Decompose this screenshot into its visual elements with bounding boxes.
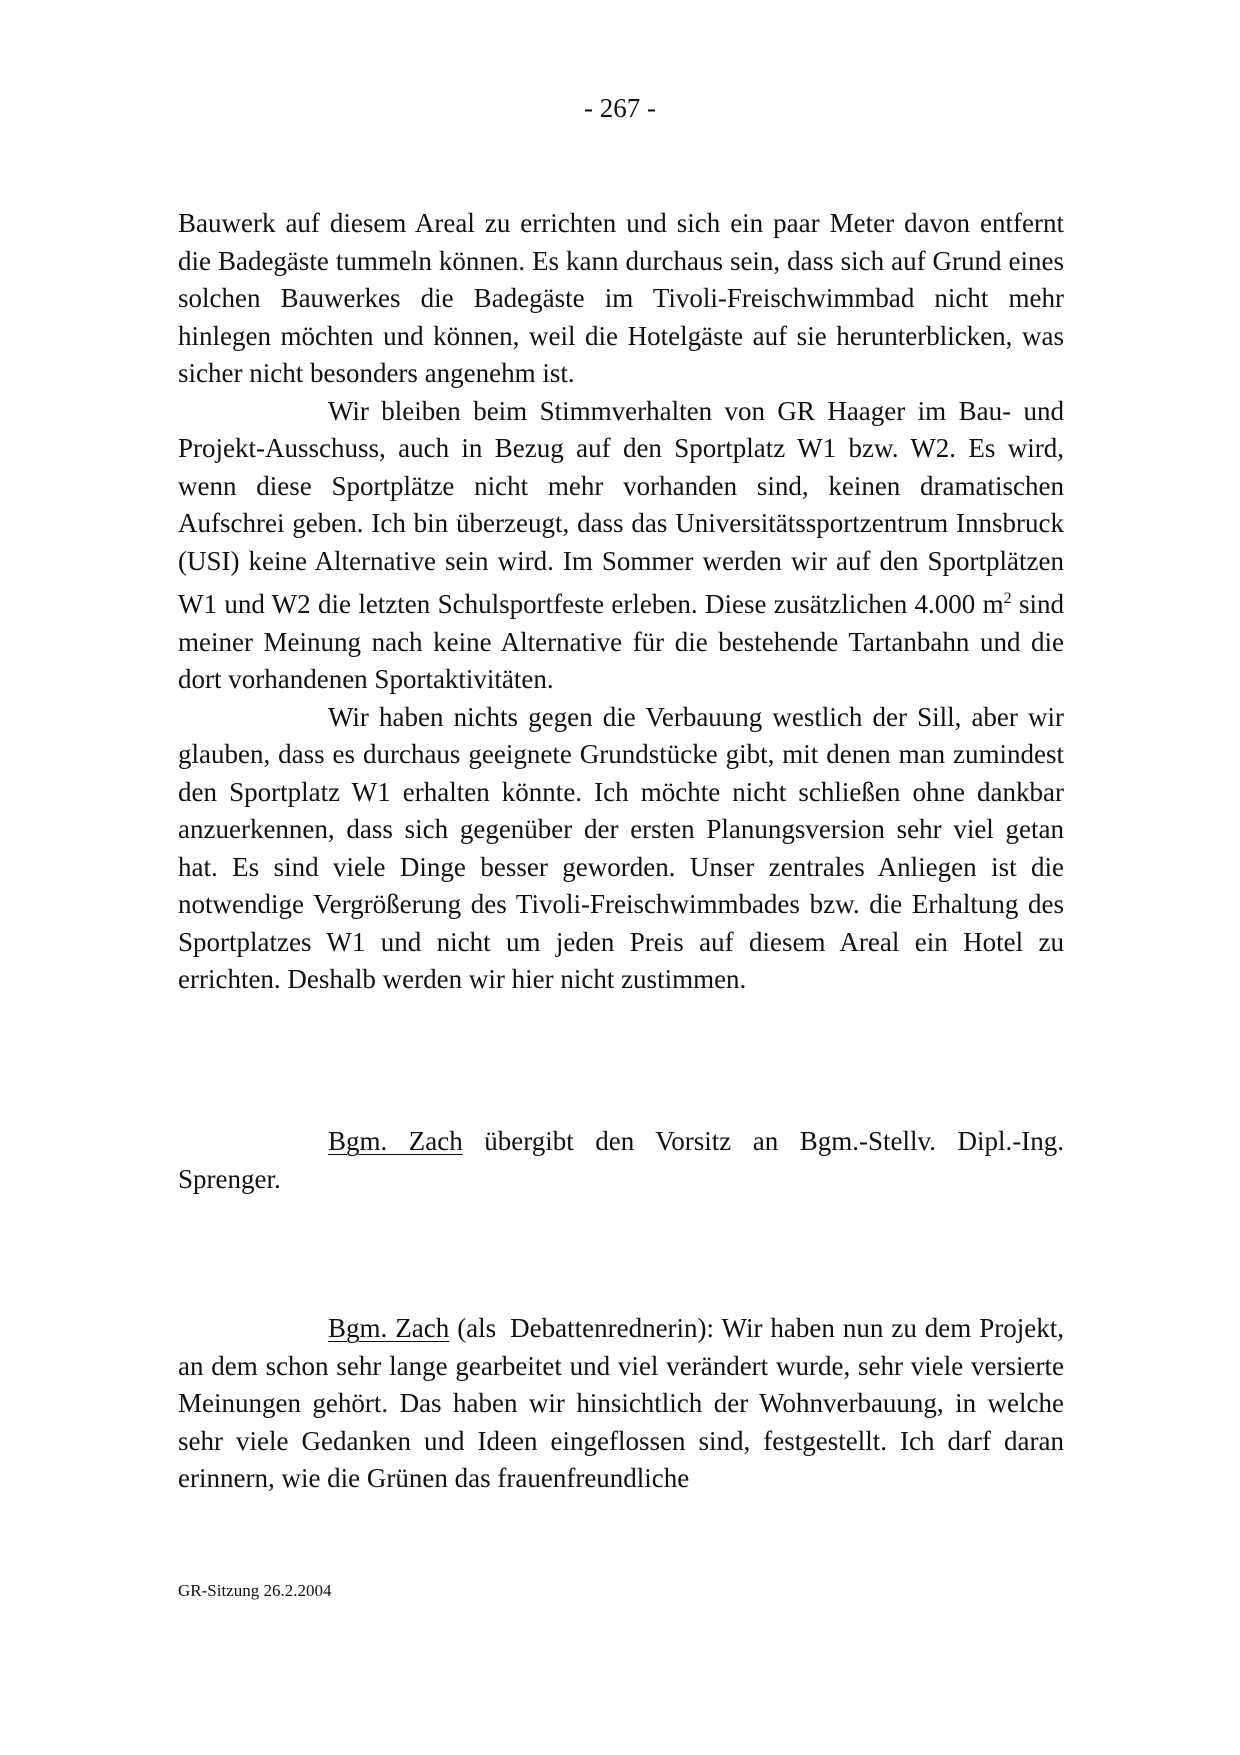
page-number: - 267 - <box>584 93 656 123</box>
superscript-square: 2 <box>1003 590 1012 607</box>
debate-speaker-name: Bgm. Zach <box>328 1313 450 1343</box>
speaker-name: Bgm. Zach <box>328 1126 463 1156</box>
paragraph-hotel: Bauwerk auf diesem Areal zu errichten und sich ein paar Meter davon entfernt die Badegäste tummeln können. Es kann durchaus sein, dass sich auf Grund eines solchen Bauwerkes die Badegäste im Tivoli-Freischwimmbad nicht mehr hinlegen möchten und können, weil die Hotelgäste auf sie herunterblicken, was sicher nicht besonders angenehm ist. <box>178 208 1064 388</box>
debate-speech <box>178 1310 1064 1498</box>
chair-handover <box>178 1123 1064 1198</box>
debate-paragraph <box>178 1310 1064 1498</box>
paragraph-sportplatz <box>178 393 1064 699</box>
paragraph-sportplatz-text: Wir bleiben beim Stimmverhalten von GR Haager im Bau- und Projekt-Ausschuss, auch in Bezug auf den Sportplatz W1 bzw. W2. Es wird, wenn diese Sportplätze nicht mehr vorhanden sind, keinen dramatischen Aufschrei geben. Ich bin überzeugt, dass das Universitätssportzentrum Innsbruck (USI) keine Alternative sein wird. Im Sommer werden wir auf den Sportplätzen W1 und W2 die letzten Schulsportfeste erleben. Diese zusätzlichen 4.000 m <box>178 395 1064 619</box>
paragraph-sportplatz-tail: sind meiner Meinung nach keine Alternative für die bestehende Tartanbahn und die dort vorhandenen Sportaktivitäten. <box>178 589 1064 694</box>
paragraph-verbauung: Wir haben nichts gegen die Verbauung westlich der Sill, aber wir glauben, dass es durchaus geeignete Grundstücke gibt, mit denen man zumindest den Sportplatz W1 erhalten könnte. Ich möchte nicht schließen ohne dankbar anzuerkennen, dass sich gegenüber der ersten Planungsversion sehr viel getan hat. Es sind viele Dinge besser geworden. Unser zentrales Anliegen ist die notwendige Vergrößerung des Tivoli-Freischwimmbades bzw. die Erhaltung des Sportplatzes W1 und nicht um jeden Preis auf diesem Areal ein Hotel zu errichten. Deshalb werden wir hier nicht zustimmen. <box>178 701 1064 994</box>
speech-continuation <box>178 205 1064 999</box>
handover-paragraph <box>178 1123 1064 1198</box>
footer-session-date: GR-Sitzung 26.2.2004 <box>178 1581 332 1600</box>
debate-role: (als Debattenrednerin): <box>457 1313 715 1343</box>
handover-text: übergibt den Vorsitz an Bgm.-Stellv. Dipl.-Ing. Sprenger. <box>178 1126 1064 1194</box>
debate-text: Wir haben nun zu dem Projekt, an dem schon sehr lange gearbeitet und viel verändert wurde, sehr viele versierte Meinungen gehört. Das haben wir hinsichtlich der Wohnverbauung, in welche sehr viele Gedanken und Ideen eingeflossen sind, festgestellt. Ich darf daran erinnern, wie die Grünen das frauenfreundliche <box>178 1313 1065 1493</box>
